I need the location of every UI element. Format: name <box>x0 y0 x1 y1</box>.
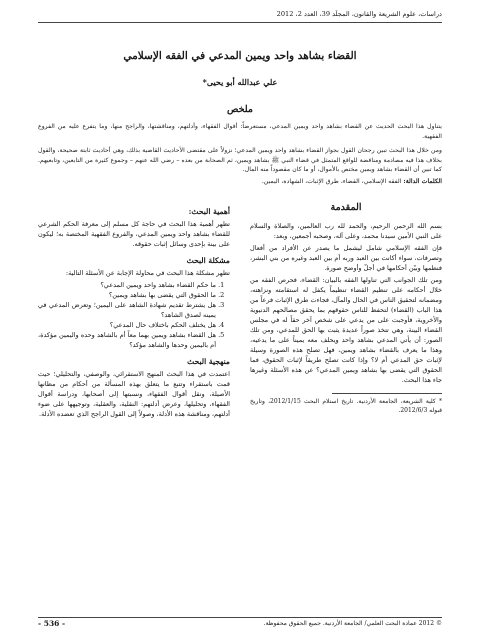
question-item: 4. هل يختلف الحكم باختلاف حال المدعي؟ <box>38 320 216 330</box>
method-heading: منهجية البحث <box>187 356 230 366</box>
question-item: 3. هل يشترط تقديم شهادة الشاهد على اليمين؛ وتعرض المدعي في يمينه لصدق الشاهد؟ <box>38 300 216 320</box>
importance-heading: أهمية البحث: <box>188 206 230 216</box>
author-name: علي عبدالله أبو يحيى* <box>202 77 278 87</box>
method-text: اعتمدت في هذا البحث المنهج الاستقرائي، والوصفي، والتحليلي؛ حيث قمت باستقراء وتتبع ما يتعلق بهذه المسألة من أحكام من مظانها الأصيلة، ونقل أقوال الفقهاء، ونسبتها إلى أصحابها، ودراسة أقوال الفقهاء، وتحليلها، وعرض أدلتهم: النقلية، والعقلية، وتوجيهها على ضوء أدلتهم، ومناقشة هذه الأدلة، وصولاً إلى القول الراجح الذي تعضده الأدلة. <box>38 369 230 418</box>
importance-text: تظهر أهمية هذا البحث في حاجة كل مسلم إلى معرفة الحكم الشرعي للقضاء بشاهد واحد ويمين المدعي، والفروع الفقهية المختصة به؛ ليكون على بينة بإحدى وسائل إثبات حقوقه. <box>38 219 230 248</box>
intro-paragraph: ومن تلك الجوانب التي تناولها الفقه بالبيان: القضاء، فحرص الفقه من خلال أحكامه على تنظيم القضاء تنظيماً يكفل له استقامته ونزاهته، ومضمانه لتحقيق الناس في الحال والمآل، فجاءت طرق الإثبات فرعاً من هذا الباب (القضاء) لتحفظ للناس حقوقهم بما يحقق مصالحهم الدنيوية والأخروية، فأوجبت على من يدعي على شخص آخر حقاً له في مجلس القضاء البينة، وهي تتخذ صوراً عديدة يثبت بها الحق للمدعي، ومن تلك الصور: أن يأتي المدعي بشاهد واحد ويحلف معه يميناً على ما يدعيه، وهذا ما يعرف بالقضاء بشاهد ويمين، فهل تصلح هذه الصورة وسيلة لإثبات حق المدعي أم لا؟ وإذا كانت تصلح طريقاً لإثبات الحقوق، فما الحقوق التي يقضى بها بشاهد ويمين المدعي؟ عن هذه الأسئلة وغيرها جاء هذا البحث. <box>250 275 442 384</box>
paper-title: القضاء بشاهد واحد ويمين المدعي في الفقه الإسلامي <box>123 50 357 62</box>
abstract-heading: ملخص <box>226 104 253 115</box>
problem-heading: مشكلة البحث <box>186 255 230 265</box>
keywords-text: الفقه الإسلامي، القضاء، طرق الإثبات، الشهادة، اليمين. <box>261 177 402 185</box>
problem-intro: تظهر مشكلة هذا البحث في محاولة الإجابة عن الأسئلة التالية: <box>65 268 230 277</box>
intro-heading: المقدمة <box>330 201 362 213</box>
page-number: - 536 - <box>38 619 66 628</box>
intro-paragraph: بسم الله الرحمن الرحيم، والحمد لله رب العالمين، والصلاة والسلام على النبي الأمين سيدنا محمد، وعلى آله، وصحبه أجمعين، وبعد: <box>250 221 442 240</box>
intro-paragraph: فإن الفقه الإسلامي شامل ليشمل ما يصدر عن الأفراد من أفعال وتصرفات، سواء أكانت بين العبد وربه أم بين العبد وغيره من بني البشر، فنظمها وبيّن أحكامها في أجلّ وأوضح صورة. <box>250 243 442 272</box>
right-column <box>250 200 442 570</box>
question-item: 5. هل القضاء بشاهد ويمين بهما معاً أم بالشاهد وحده واليمين مؤكدة، أم باليمين وحدها والشاهد مؤكد؟ <box>38 330 216 350</box>
abstract-paragraph: ومن خلال هذا البحث تبين رجحان القول بجواز القضاء بشاهد واحد ويمين المدعي؛ نزولاً على مقتضى الأحاديث القاضية بذلك، وهي أحاديث ثابتة صحيحة، والقول بخلاف هذا فيه مصادمة ومناقضة للواقع المتمثل في قضاء النبي ﷺ بشاهد ويمين، ثم الصحابة من بعده – رضي الله عنهم – وجموع كثيرة من التابعين، وتابعيهم. كما تبين أن القضاء بشاهد ويمين مختص بالأموال، أو ما كان مقصوداً منه المال. <box>38 147 442 174</box>
footnote-rule <box>332 393 442 394</box>
keywords <box>38 177 442 186</box>
abstract-paragraph: يتناول هذا البحث الحديث عن القضاء بشاهد واحد ويمين المدعي، مستعرضاً: أقوال الفقهاء، وأدلتهم، ومناقشتها، والراجح منها، وما يتفرع عليه من الفروع الفقهية. <box>38 123 442 140</box>
abstract <box>38 122 442 175</box>
left-column <box>38 200 230 570</box>
questions-list <box>38 280 230 350</box>
question-item: 1. ما حكم القضاء بشاهد واحد ويمين المدعي؟ <box>38 280 216 290</box>
question-item: 2. ما الحقوق التي يقضى بها بشاهد ويمين؟ <box>38 290 216 300</box>
body-columns <box>38 200 442 570</box>
running-header: دراسات، علوم الشريعة والقانون، المجلّد 39، العدد 2، 2012 <box>38 10 442 23</box>
page-footer <box>38 617 442 630</box>
copyright-notice: © 2012 عمادة البحث العلمي/ الجامعة الأردنية. جميع الحقوق محفوظة. <box>263 620 442 627</box>
footnote: * كلية الشريعة، الجامعة الأردنية. تاريخ استلام البحث 2012/1/15، وتاريخ قبوله 2012/6/3. <box>250 397 442 414</box>
keywords-label: الكلمات الدالة: <box>403 177 442 185</box>
